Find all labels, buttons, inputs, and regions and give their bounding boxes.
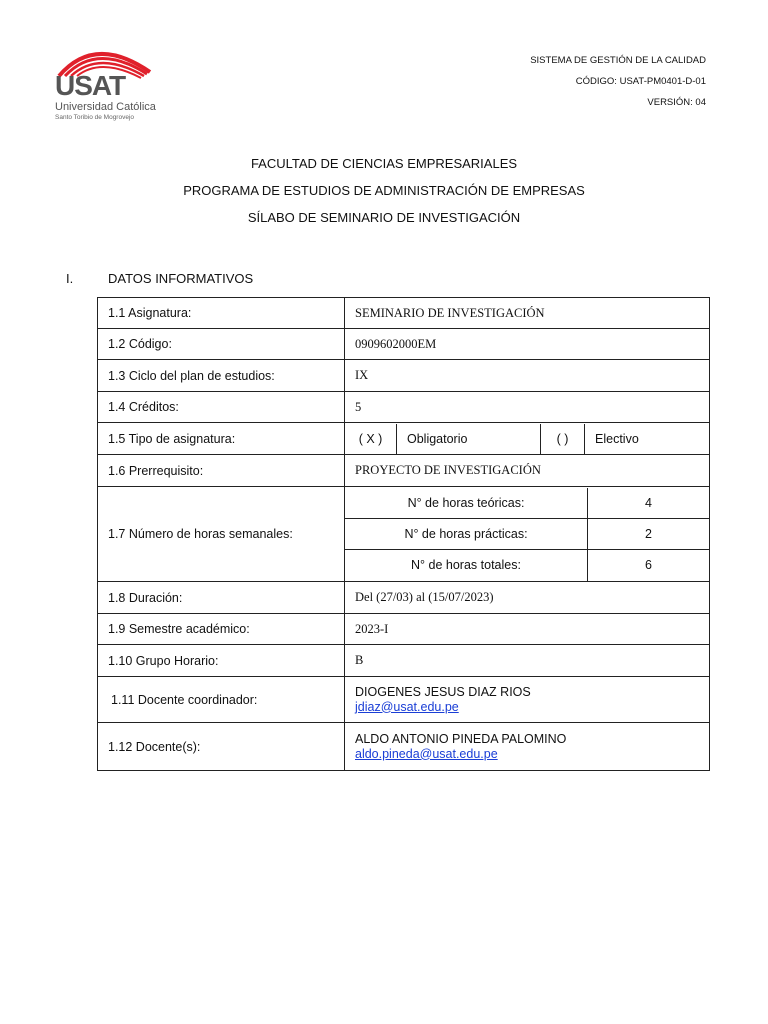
header-code: CÓDIGO: USAT-PM0401-D-01 [575, 76, 706, 87]
row-label: 1.11 Docente coordinador: [98, 677, 345, 723]
elective-checkbox[interactable]: ( ) [541, 424, 585, 454]
table-row [98, 614, 710, 645]
section-title: DATOS INFORMATIVOS [108, 271, 254, 286]
section-number: I. [66, 271, 74, 286]
mandatory-checkbox[interactable]: ( X ) [358, 431, 383, 446]
table-row [98, 677, 710, 723]
row-value: IX [345, 360, 710, 392]
info-table [97, 297, 710, 771]
table-row [98, 645, 710, 677]
teacher-name: ALDO ANTONIO PINEDA PALOMINO [355, 731, 567, 746]
logo-name: USAT [55, 70, 126, 101]
header-system: SISTEMA DE GESTIÓN DE LA CALIDAD [530, 55, 706, 66]
row-label: 1.4 Créditos: [98, 392, 345, 423]
coordinator-email-link[interactable]: jdiaz@usat.edu.pe [355, 699, 459, 714]
row-label: 1.10 Grupo Horario: [98, 645, 345, 677]
logo-subtitle: Santo Toribio de Mogrovejo [55, 114, 135, 121]
program-title: PROGRAMA DE ESTUDIOS DE ADMINISTRACIÓN DE EMPRESAS [183, 183, 585, 198]
teacher-email-link[interactable]: aldo.pineda@usat.edu.pe [355, 746, 498, 761]
coordinator-name: DIOGENES JESUS DIAZ RIOS [355, 684, 531, 699]
row-label: 1.7 Número de horas semanales: [98, 487, 345, 582]
elective-label: Electivo [585, 424, 710, 454]
row-label: 1.6 Prerrequisito: [98, 455, 345, 487]
header-version: VERSIÓN: 04 [647, 97, 706, 108]
row-value: 0909602000EM [345, 329, 710, 360]
total-hours-label: N° de horas totales: [345, 550, 588, 581]
theory-hours-value: 4 [588, 488, 710, 519]
row-value: B [345, 645, 710, 677]
table-row [98, 723, 710, 771]
hours-table [345, 488, 709, 581]
type-options [345, 424, 709, 454]
practice-hours-label: N° de horas prácticas: [345, 519, 588, 550]
logo-university: Universidad Católica [55, 101, 156, 113]
row-value: 5 [345, 392, 710, 423]
table-row [98, 392, 710, 423]
table-row [98, 487, 710, 582]
table-row [98, 582, 710, 614]
theory-hours-label: N° de horas teóricas: [407, 495, 525, 510]
total-hours-value: 6 [588, 550, 710, 581]
row-value: 2023-I [345, 614, 710, 645]
row-value: PROYECTO DE INVESTIGACIÓN [345, 455, 710, 487]
row-label: 1.3 Ciclo del plan de estudios: [98, 360, 345, 392]
usat-logo [55, 42, 155, 122]
table-row [98, 329, 710, 360]
syllabus-title: SÍLABO DE SEMINARIO DE INVESTIGACIÓN [247, 210, 521, 225]
row-label: 1.1 Asignatura: [98, 298, 345, 329]
practice-hours-value: 2 [588, 519, 710, 550]
table-row [98, 423, 710, 455]
row-label: 1.8 Duración: [98, 582, 345, 614]
row-value: Del (27/03) al (15/07/2023) [345, 582, 710, 614]
row-label: 1.5 Tipo de asignatura: [98, 423, 345, 455]
row-label: 1.9 Semestre académico: [98, 614, 345, 645]
row-value: SEMINARIO DE INVESTIGACIÓN [345, 298, 710, 329]
table-row [98, 455, 710, 487]
row-label: 1.12 Docente(s): [98, 723, 345, 771]
faculty-title: FACULTAD DE CIENCIAS EMPRESARIALES [250, 156, 518, 171]
mandatory-label: Obligatorio [397, 424, 541, 454]
table-row [98, 360, 710, 392]
row-label: 1.2 Código: [98, 329, 345, 360]
table-row [98, 298, 710, 329]
